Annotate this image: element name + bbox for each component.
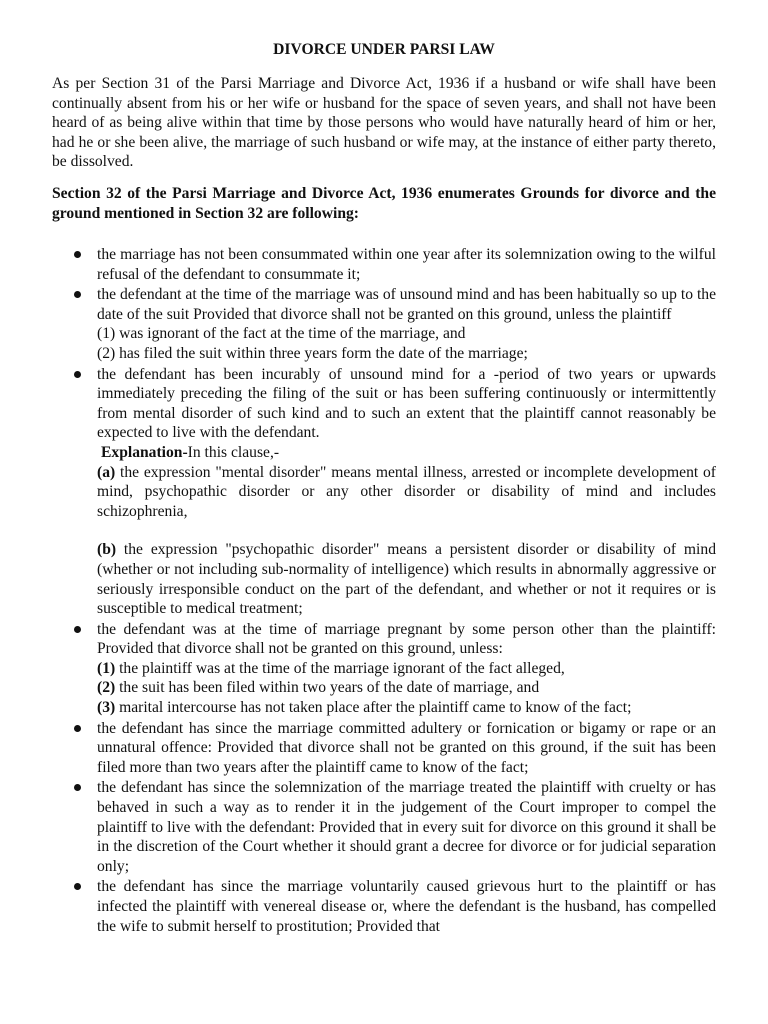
condition-text: the suit has been filed within two years of the date of marriage, and <box>115 679 540 697</box>
ground-text: the defendant has since the marriage voluntarily caused grievous hurt to the plaintiff or has infected the plaintiff with venereal disease or, where the defendant is the husband, has compelled the wife to submit herself to prostitution; Provided that <box>97 878 716 935</box>
intro-paragraph: As per Section 31 of the Parsi Marriage and Divorce Act, 1936 if a husband or wife shall have been continually absent from his or her wife or husband for the space of seven years, and shall not have been heard of as being alive within that time by those persons who would have naturally heard of him or her, had he or she been alive, the marriage of such husband or wife may, at the instance of either party thereto, be dissolved. <box>52 75 716 171</box>
explanation-clause-b <box>97 540 716 618</box>
ground-condition <box>97 698 716 718</box>
explanation-label: Explanation- <box>101 443 188 461</box>
grounds-list <box>52 245 716 936</box>
explanation-text: In this clause,- <box>187 443 280 461</box>
ground-item <box>52 877 716 936</box>
ground-item <box>52 620 716 718</box>
ground-condition <box>97 659 716 679</box>
page-title: DIVORCE UNDER PARSI LAW <box>273 41 495 58</box>
ground-item <box>52 365 716 619</box>
ground-text: the defendant has since the solemnization of the marriage treated the plaintiff with cruelty or has behaved in such a way as to render it in the judgement of the Court improper to compel the plaintiff to live with the defendant: Provided that in every suit for divorce on this ground it shall be in the discretion of the Court whether it should grant a decree for divorce or for judicial separation only; <box>97 779 716 875</box>
bullet-icon <box>74 251 81 258</box>
section-32-lead: Section 32 of the Parsi Marriage and Divorce Act, 1936 enumerates Grounds for divorce and the ground mentioned in Section 32 are following: <box>52 185 716 222</box>
ground-item <box>52 778 716 876</box>
ground-condition: (1) was ignorant of the fact at the time of the marriage, and <box>97 325 466 343</box>
bullet-icon <box>74 784 81 791</box>
bullet-icon <box>74 371 81 378</box>
ground-condition <box>97 678 716 698</box>
ground-text: the marriage has not been consummated within one year after its solemnization owing to the wilful refusal of the defendant to consummate it; <box>97 246 716 283</box>
clause-text: the expression "psychopathic disorder" means a persistent disorder or disability of mind (whether or not including sub-normality of intelligence) which results in abnormally aggressive or seriously irresponsible conduct on the part of the defendant, and whether or not it requires or is susceptible to medical treatment; <box>97 541 716 618</box>
bullet-icon <box>74 725 81 732</box>
ground-item <box>52 245 716 284</box>
condition-label: (1) <box>97 659 116 677</box>
clause-label: (a) <box>97 463 116 481</box>
spacer <box>97 521 716 540</box>
condition-label: (2) <box>97 679 116 697</box>
condition-label: (3) <box>97 699 116 717</box>
ground-condition: (2) has filed the suit within three years form the date of the marriage; <box>97 344 528 362</box>
bullet-icon <box>74 291 81 298</box>
ground-item <box>52 285 716 363</box>
ground-text: the defendant has since the marriage committed adultery or fornication or bigamy or rape or an unnatural offence: Provided that divorce shall not be granted on this ground, if the suit has been filed more than two years after the plaintiff came to know of the fact; <box>97 719 716 776</box>
explanation-clause-a <box>97 463 716 522</box>
bullet-icon <box>74 626 81 633</box>
ground-text: the defendant at the time of the marriage was of unsound mind and has been habitually so up to the date of the suit Provided that divorce shall not be granted on this ground, unless the plaintiff <box>97 286 716 323</box>
ground-item <box>52 719 716 778</box>
condition-text: marital intercourse has not taken place after the plaintiff came to know of the fact; <box>115 699 632 717</box>
ground-text: the defendant has been incurably of unsound mind for a -period of two years or upwards immediately preceding the filing of the suit or has been suffering continuously or intermittently from mental disorder of such kind and to such an extent that the plaintiff cannot reasonably be expected to live with the defendant. <box>97 365 716 442</box>
clause-text: the expression "mental disorder" means mental illness, arrested or incomplete development of mind, psychopathic disorder or any other disorder or disability of mind and includes schizophrenia, <box>97 463 716 520</box>
bullet-icon <box>74 883 81 890</box>
clause-label: (b) <box>97 541 117 559</box>
explanation-heading <box>97 443 716 463</box>
condition-text: the plaintiff was at the time of the marriage ignorant of the fact alleged, <box>115 659 565 677</box>
ground-text: the defendant was at the time of marriage pregnant by some person other than the plaintiff: Provided that divorce shall not be granted on this ground, unless: <box>97 620 716 658</box>
